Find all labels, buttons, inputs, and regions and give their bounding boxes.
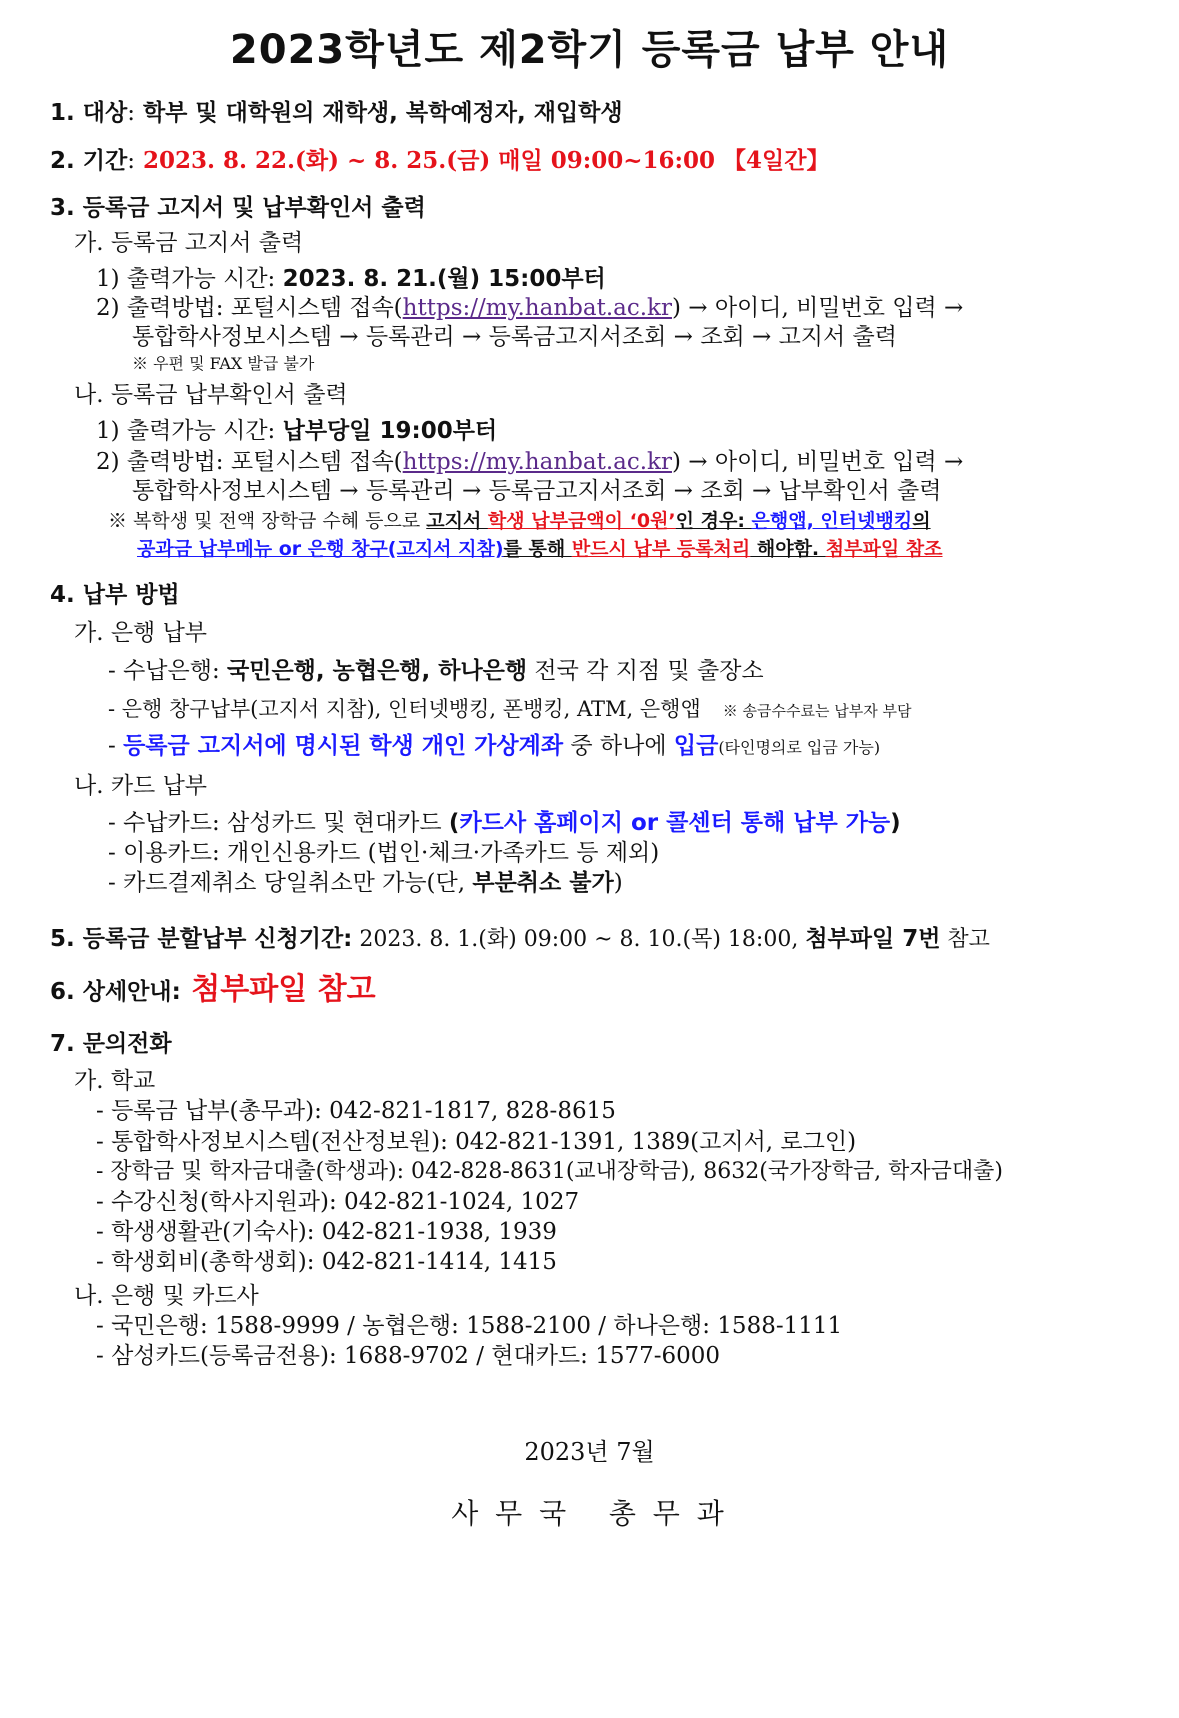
card-usable: - 이용카드: 개인신용카드 (법인·체크·가족카드 등 제외) xyxy=(108,840,660,866)
zero-amount-notice-line2: 공과금 납부메뉴 or 은행 창구(고지서 지참)를 통해 반드시 납부 등록처리 해야함. 첨부파일 참조 xyxy=(137,538,943,560)
section-installment: 5. 등록금 분할납부 신청기간: 2023. 8. 1.(화) 09:00 ~ 8. 10.(목) 18:00, 첨부파일 7번 참고 xyxy=(50,926,990,952)
zero-amount-notice: ※ 복학생 및 전액 장학금 수혜 등으로 고지서 학생 납부금액이 ‘0원’인 경우: 은행앱, 인터넷뱅킹의 xyxy=(108,510,931,532)
card-cancel: - 카드결제취소 당일취소만 가능(단, 부분취소 불가) xyxy=(108,870,623,896)
section-print-heading: 3. 등록금 고지서 및 납부확인서 출력 xyxy=(50,195,426,221)
bill-print-method: 2) 출력방법: 포털시스템 접속(https://my.hanbat.ac.kr) → 아이디, 비밀번호 입력 → xyxy=(96,295,964,321)
section-target: 1. 대상: 학부 및 대학원의 재학생, 복학예정자, 재입학생 xyxy=(50,100,623,126)
section-payment-heading: 4. 납부 방법 xyxy=(50,582,180,608)
subsection-card-payment: 나. 카드 납부 xyxy=(74,773,208,799)
contact-item: - 삼성카드(등록금전용): 1688-9702 / 현대카드: 1577-6000 xyxy=(96,1343,721,1369)
section-period: 2. 기간: 2023. 8. 22.(화) ~ 8. 25.(금) 매일 09:00~16:00 【4일간】 xyxy=(50,147,830,174)
section-period-heading: 2. 기간 xyxy=(50,148,128,174)
section-period-text: 2023. 8. 22.(화) ~ 8. 25.(금) 매일 09:00~16:00 【4일간】 xyxy=(134,147,830,174)
bill-print-note: ※ 우편 및 FAX 발급 불가 xyxy=(132,354,315,373)
contact-item: - 통합학사정보시스템(전산정보원): 042-821-1391, 1389(고지서, 로그인) xyxy=(96,1129,857,1155)
bill-print-time: 1) 출력가능 시간: 2023. 8. 21.(월) 15:00부터 xyxy=(96,266,606,292)
receipt-print-method: 2) 출력방법: 포털시스템 접속(https://my.hanbat.ac.kr) → 아이디, 비밀번호 입력 → xyxy=(96,449,964,475)
contact-item: - 수강신청(학사지원과): 042-821-1024, 1027 xyxy=(96,1189,580,1215)
section-details: 6. 상세안내: 첨부파일 참고 xyxy=(50,972,376,1007)
section-target-heading: 1. 대상 xyxy=(50,100,128,126)
section-target-text: 학부 및 대학원의 재학생, 복학예정자, 재입학생 xyxy=(134,100,623,126)
portal-link[interactable]: https://my.hanbat.ac.kr xyxy=(402,295,672,321)
card-accepted: - 수납카드: 삼성카드 및 현대카드 (카드사 홈페이지 or 콜센터 통해 납부 가능) xyxy=(108,810,901,836)
contact-item: - 국민은행: 1588-9999 / 농협은행: 1588-2100 / 하나은행: 1588-1111 xyxy=(96,1313,843,1339)
bank-list: - 수납은행: 국민은행, 농협은행, 하나은행 전국 각 지점 및 출장소 xyxy=(108,658,764,684)
portal-link-2[interactable]: https://my.hanbat.ac.kr xyxy=(402,449,672,475)
contact-item: - 장학금 및 학자금대출(학생과): 042-828-8631(교내장학금), 8632(국가장학금, 학자금대출) xyxy=(96,1159,1003,1184)
contact-item: - 학생회비(총학생회): 042-821-1414, 1415 xyxy=(96,1249,557,1275)
section-contact-heading: 7. 문의전화 xyxy=(50,1031,172,1057)
subsection-receipt-print: 나. 등록금 납부확인서 출력 xyxy=(74,382,348,408)
footer-office: 사 무 국 총 무 과 xyxy=(451,1497,728,1530)
receipt-print-time: 1) 출력가능 시간: 납부당일 19:00부터 xyxy=(96,418,498,444)
subsection-bank-card: 나. 은행 및 카드사 xyxy=(74,1283,259,1309)
virtual-account: - 등록금 고지서에 명시된 학생 개인 가상계좌 중 하나에 입금(타인명의로 입금 가능) xyxy=(108,733,881,759)
footer-date: 2023년 7월 xyxy=(524,1438,655,1466)
bank-methods: - 은행 창구납부(고지서 지참), 인터넷뱅킹, 폰뱅킹, ATM, 은행앱 ※ 송금수수료는 납부자 부담 xyxy=(108,697,912,721)
subsection-bank-payment: 가. 은행 납부 xyxy=(74,620,208,646)
bill-print-method-line2: 통합학사정보시스템 → 등록관리 → 등록금고지서조회 → 조회 → 고지서 출력 xyxy=(132,324,897,350)
page-title: 2023학년도 제2학기 등록금 납부 안내 xyxy=(229,27,950,73)
subsection-school: 가. 학교 xyxy=(74,1068,156,1094)
subsection-bill-print: 가. 등록금 고지서 출력 xyxy=(74,230,304,256)
contact-item: - 등록금 납부(총무과): 042-821-1817, 828-8615 xyxy=(96,1098,616,1124)
contact-item: - 학생생활관(기숙사): 042-821-1938, 1939 xyxy=(96,1219,557,1245)
receipt-print-method-line2: 통합학사정보시스템 → 등록관리 → 등록금고지서조회 → 조회 → 납부확인서 출력 xyxy=(132,478,942,504)
